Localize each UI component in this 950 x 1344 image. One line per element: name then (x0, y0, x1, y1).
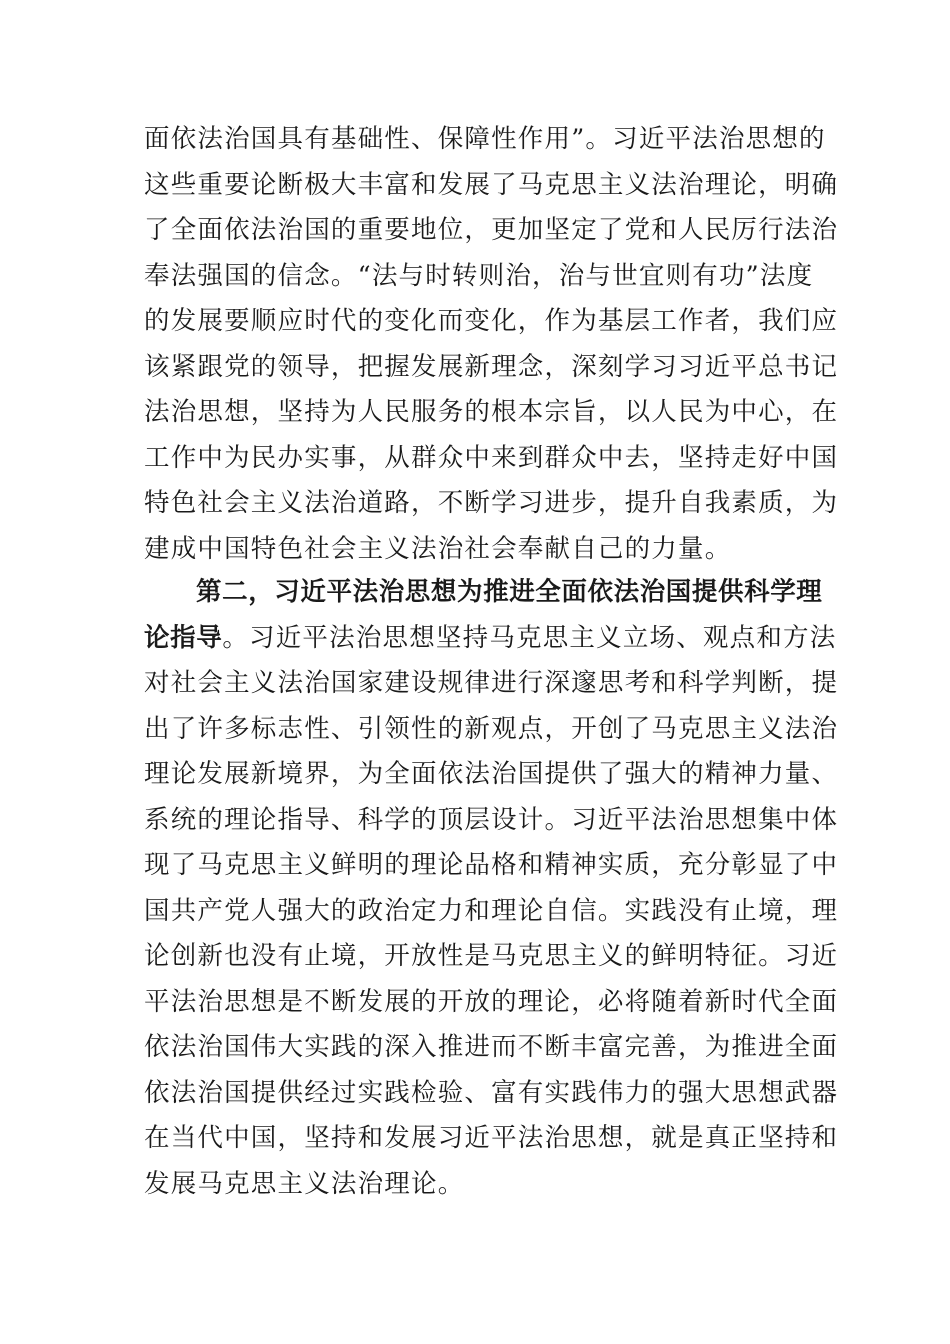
text-line: 特色社会主义法治道路，不断学习进步，提升自我素质，为 (144, 488, 839, 518)
text-line: 发展马克思主义法治理论。 (144, 1168, 465, 1199)
text-line: 依法治国伟大实践的深入推进而不断丰富完善，为推进全面 (144, 1032, 839, 1062)
paragraph-1 (144, 117, 839, 572)
text-line: 系统的理论指导、科学的顶层设计。习近平法治思想集中体 (144, 804, 839, 835)
text-line: 面依法治国具有基础性、保障性作用”。习近平法治思想的 (144, 124, 826, 154)
text-line: 这些重要论断极大丰富和发展了马克思主义法治理论，明确 (144, 169, 839, 200)
text-line-rest: 。习近平法治思想坚持马克思主义立场、观点和方法 (222, 622, 837, 653)
text-line: 依法治国提供经过实践检验、富有实践伟力的强大思想武器 (144, 1077, 839, 1108)
text-line: 奉法强国的信念。“法与时转则治，治与世宜则有功”法度 (144, 260, 814, 291)
text-line (144, 616, 837, 662)
text-line: 论创新也没有止境，开放性是马克思主义的鲜明特征。习近 (144, 941, 839, 971)
text-line: 工作中为民办实事，从群众中来到群众中去，坚持走好中国 (144, 442, 839, 473)
text-line: 平法治思想是不断发展的开放的理论，必将随着新时代全面 (144, 986, 839, 1017)
text-line: 了全面依法治国的重要地位，更加坚定了党和人民厉行法治 (144, 215, 839, 245)
text-line: 在当代中国，坚持和发展习近平法治思想，就是真正坚持和 (144, 1123, 839, 1153)
text-line: 建成中国特色社会主义法治社会奉献自己的力量。 (144, 533, 732, 564)
text-line: 出了许多标志性、引领性的新观点，开创了马克思主义法治 (144, 713, 839, 744)
paragraph-2 (144, 570, 839, 1207)
text-line: 现了马克思主义鲜明的理论品格和精神实质，充分彰显了中 (144, 850, 839, 880)
text-line: 该紧跟党的领导，把握发展新理念，深刻学习习近平总书记 (144, 351, 839, 382)
text-line: 国共产党人强大的政治定力和理论自信。实践没有止境，理 (144, 895, 839, 926)
text-line: 的发展要顺应时代的变化而变化，作为基层工作者，我们应 (144, 306, 839, 336)
paragraph-heading-end: 论指导 (144, 622, 223, 653)
text-line: 理论发展新境界，为全面依法治国提供了强大的精神力量、 (144, 759, 839, 789)
text-line: 对社会主义法治国家建设规律进行深邃思考和科学判断，提 (144, 668, 839, 698)
paragraph-heading-line: 第二，习近平法治思想为推进全面依法治国提供科学理 (196, 577, 823, 607)
text-line: 法治思想，坚持为人民服务的根本宗旨，以人民为中心，在 (144, 397, 839, 427)
